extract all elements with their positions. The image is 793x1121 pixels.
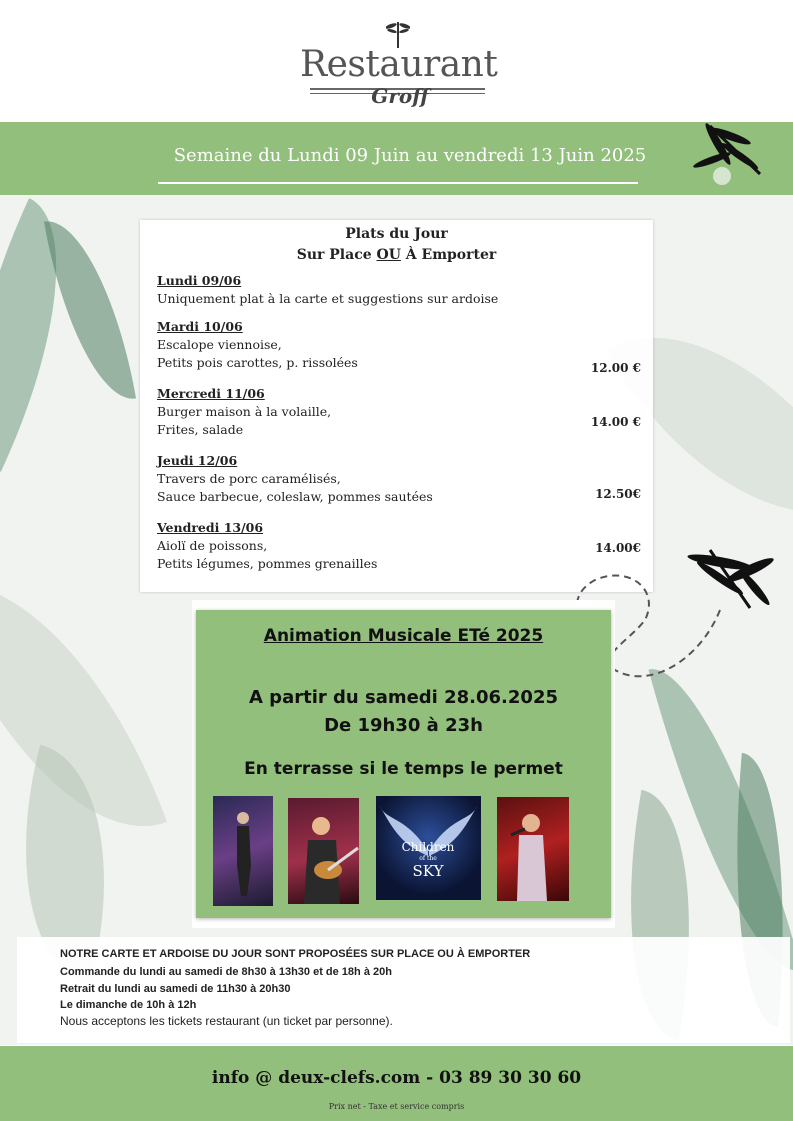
band-logo-line1: Children <box>401 840 455 854</box>
info-line: Nous acceptons les tickets restaurant (un ticket par personne). <box>60 1014 393 1028</box>
dish-line: Aiolï de poissons, <box>157 538 268 553</box>
day-wednesday <box>157 385 331 439</box>
animation-title: Animation Musicale ETé 2025 <box>263 626 544 646</box>
menu-title: Plats du Jour <box>345 226 448 242</box>
price: 12.50€ <box>595 487 641 501</box>
info-line: Retrait du lundi au samedi de 11h30 à 20h30 <box>60 983 291 995</box>
price-note: Prix net - Taxe et service compris <box>328 1102 465 1111</box>
dish-line: Petits légumes, pommes grenailles <box>157 556 378 571</box>
animation-hours: De 19h30 à 23h <box>324 715 483 736</box>
day-monday <box>157 272 498 308</box>
dish-line: Petits pois carottes, p. rissolées <box>157 355 358 370</box>
menu-subtitle <box>140 247 653 263</box>
female-singer-photo <box>497 797 569 901</box>
singer-photo <box>213 796 273 906</box>
animation-musicale-box <box>196 610 611 918</box>
guitarist-photo <box>288 798 359 904</box>
restaurant-logo <box>300 18 498 118</box>
day-name: Mercredi 11/06 <box>157 386 265 401</box>
day-name: Vendredi 13/06 <box>157 520 264 535</box>
day-friday <box>157 519 377 573</box>
week-title: Semaine du Lundi 09 Juin au vendredi 13 Juin 2025 <box>173 145 647 166</box>
dish-line: Burger maison à la volaille, <box>157 404 332 419</box>
subtitle-text: Sur Place <box>296 247 377 263</box>
contact-line: info @ deux-clefs.com - 03 89 30 30 60 <box>211 1068 582 1088</box>
band-logo-line3: SKY <box>412 862 444 880</box>
dish-line: Uniquement plat à la carte et suggestions sur ardoise <box>157 291 499 306</box>
price: 14.00€ <box>595 541 641 555</box>
band-logo-line2: of the <box>419 855 437 862</box>
logo-script: Groff <box>371 84 429 108</box>
day-tuesday <box>157 318 358 372</box>
children-of-the-sky-logo <box>376 796 481 900</box>
price: 12.00 € <box>590 361 641 375</box>
animation-terrace: En terrasse si le temps le permet <box>244 759 563 779</box>
week-underline <box>158 182 638 184</box>
info-line: Le dimanche de 10h à 12h <box>60 999 197 1011</box>
info-box <box>17 937 790 1043</box>
day-name: Mardi 10/06 <box>157 319 243 334</box>
dish-line: Travers de porc caramélisés, <box>157 471 341 486</box>
dish-line: Escalope viennoise, <box>157 337 282 352</box>
day-thursday <box>157 452 433 506</box>
animation-date: A partir du samedi 28.06.2025 <box>248 687 558 708</box>
leaf-decoration <box>44 211 136 409</box>
price: 14.00 € <box>590 415 641 429</box>
logo-name: Restaurant <box>300 44 498 85</box>
info-line: Commande du lundi au samedi de 8h30 à 13h30 et de 18h à 20h <box>60 966 392 978</box>
info-headline: NOTRE CARTE ET ARDOISE DU JOUR SONT PROPOSÉES SUR PLACE OU À EMPORTER <box>60 948 531 960</box>
dish-line: Sauce barbecue, coleslaw, pommes sautées <box>157 489 433 504</box>
day-name: Jeudi 12/06 <box>157 453 238 468</box>
subtitle-ou: OU <box>376 247 401 263</box>
day-name: Lundi 09/06 <box>157 273 242 288</box>
subtitle-text: À Emporter <box>400 247 497 263</box>
dish-line: Frites, salade <box>157 422 244 437</box>
dragonfly-icon <box>690 112 772 190</box>
